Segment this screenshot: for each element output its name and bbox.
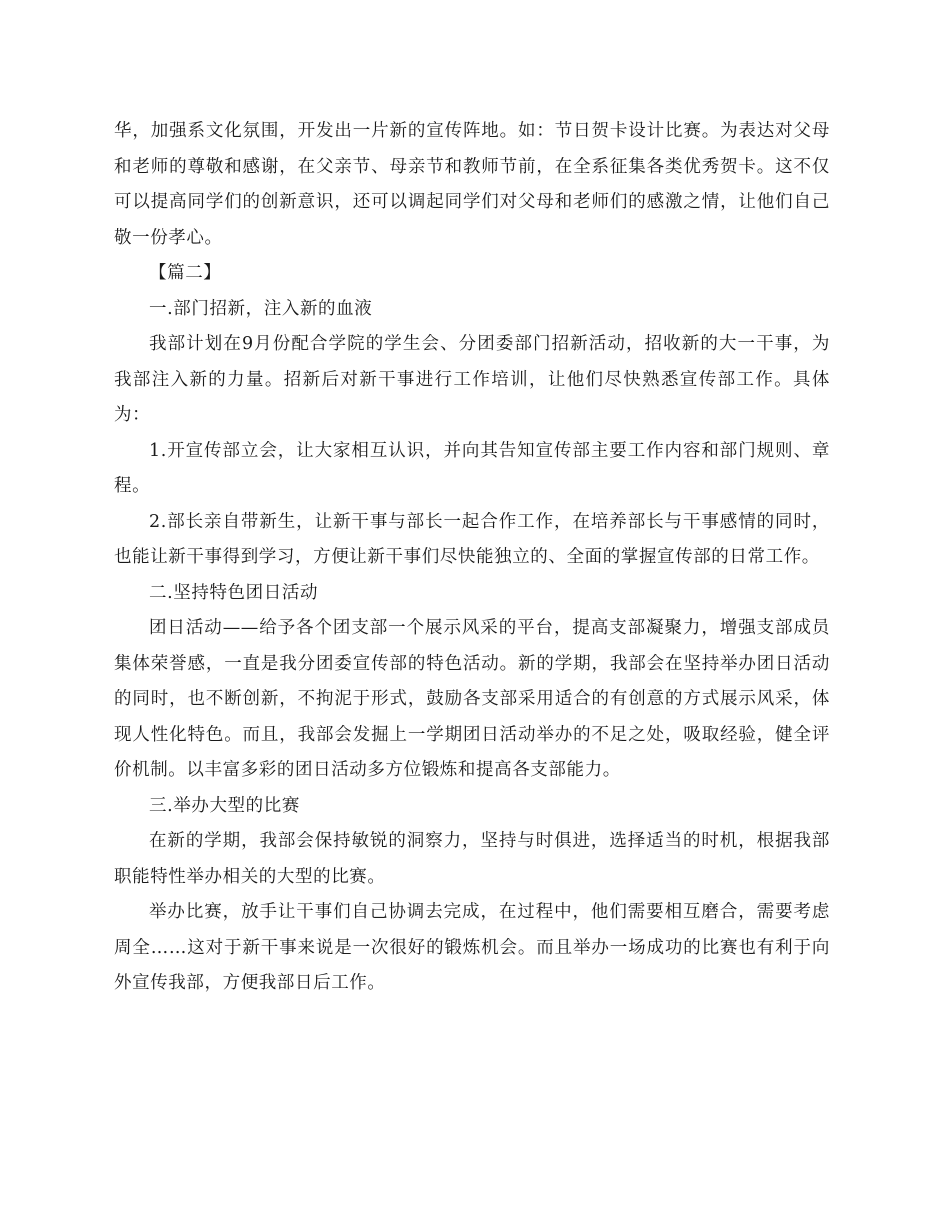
heading-recruitment: 一.部门招新，注入新的血液 [149, 298, 373, 319]
section-title-part-two: 【篇二】 [149, 263, 222, 283]
document-body [114, 114, 830, 1002]
paragraph-recruitment-plan: 我部计划在9月份配合学院的学生会、分团委部门招新活动，招收新的大一干事，为我部注入新的力量。招新后对新干事进行工作培训，让他们尽快熟悉宣传部工作。具体为： [114, 334, 830, 425]
list-item-2: 2.部长亲自带新生，让新干事与部长一起合作工作，在培养部长与干事感情的同时，也能让新干事得到学习，方便让新干事们尽快能独立的、全面的掌握宣传部的日常工作。 [114, 511, 830, 567]
heading-competition: 三.举办大型的比赛 [149, 795, 300, 816]
paragraph-intro: 华，加强系文化氛围，开发出一片新的宣传阵地。如：节日贺卡设计比赛。为表达对父母和老师的尊敬和感谢，在父亲节、母亲节和教师节前，在全系征集各类优秀贺卡。这不仅可以提高同学们的创新意识，还可以调起同学们对父母和老师们的感激之情，让他们自己敬一份孝心。 [114, 121, 830, 248]
heading-league-day: 二.坚持特色团日活动 [149, 582, 319, 603]
paragraph-competition-plan: 在新的学期，我部会保持敏锐的洞察力，坚持与时俱进，选择适当的时机，根据我部职能特性举办相关的大型的比赛。 [114, 831, 830, 887]
paragraph-league-day: 团日活动——给予各个团支部一个展示风采的平台，提高支部凝聚力，增强支部成员集体荣誉感，一直是我分团委宣传部的特色活动。新的学期，我部会在坚持举办团日活动的同时，也不断创新，不拘泥于形式，鼓励各支部采用适合的有创意的方式展示风采，体现人性化特色。而且，我部会发掘上一学期团日活动举办的不足之处，吸取经验，健全评价机制。以丰富多彩的团日活动多方位锻炼和提高各支部能力。 [114, 618, 830, 780]
paragraph-competition-benefit: 举办比赛，放手让干事们自己协调去完成，在过程中，他们需要相互磨合，需要考虑周全……这对于新干事来说是一次很好的锻炼机会。而且举办一场成功的比赛也有利于向外宣传我部，方便我部日后工作。 [114, 902, 830, 993]
list-item-1: 1.开宣传部立会，让大家相互认识，并向其告知宣传部主要工作内容和部门规则、章程。 [114, 440, 830, 496]
